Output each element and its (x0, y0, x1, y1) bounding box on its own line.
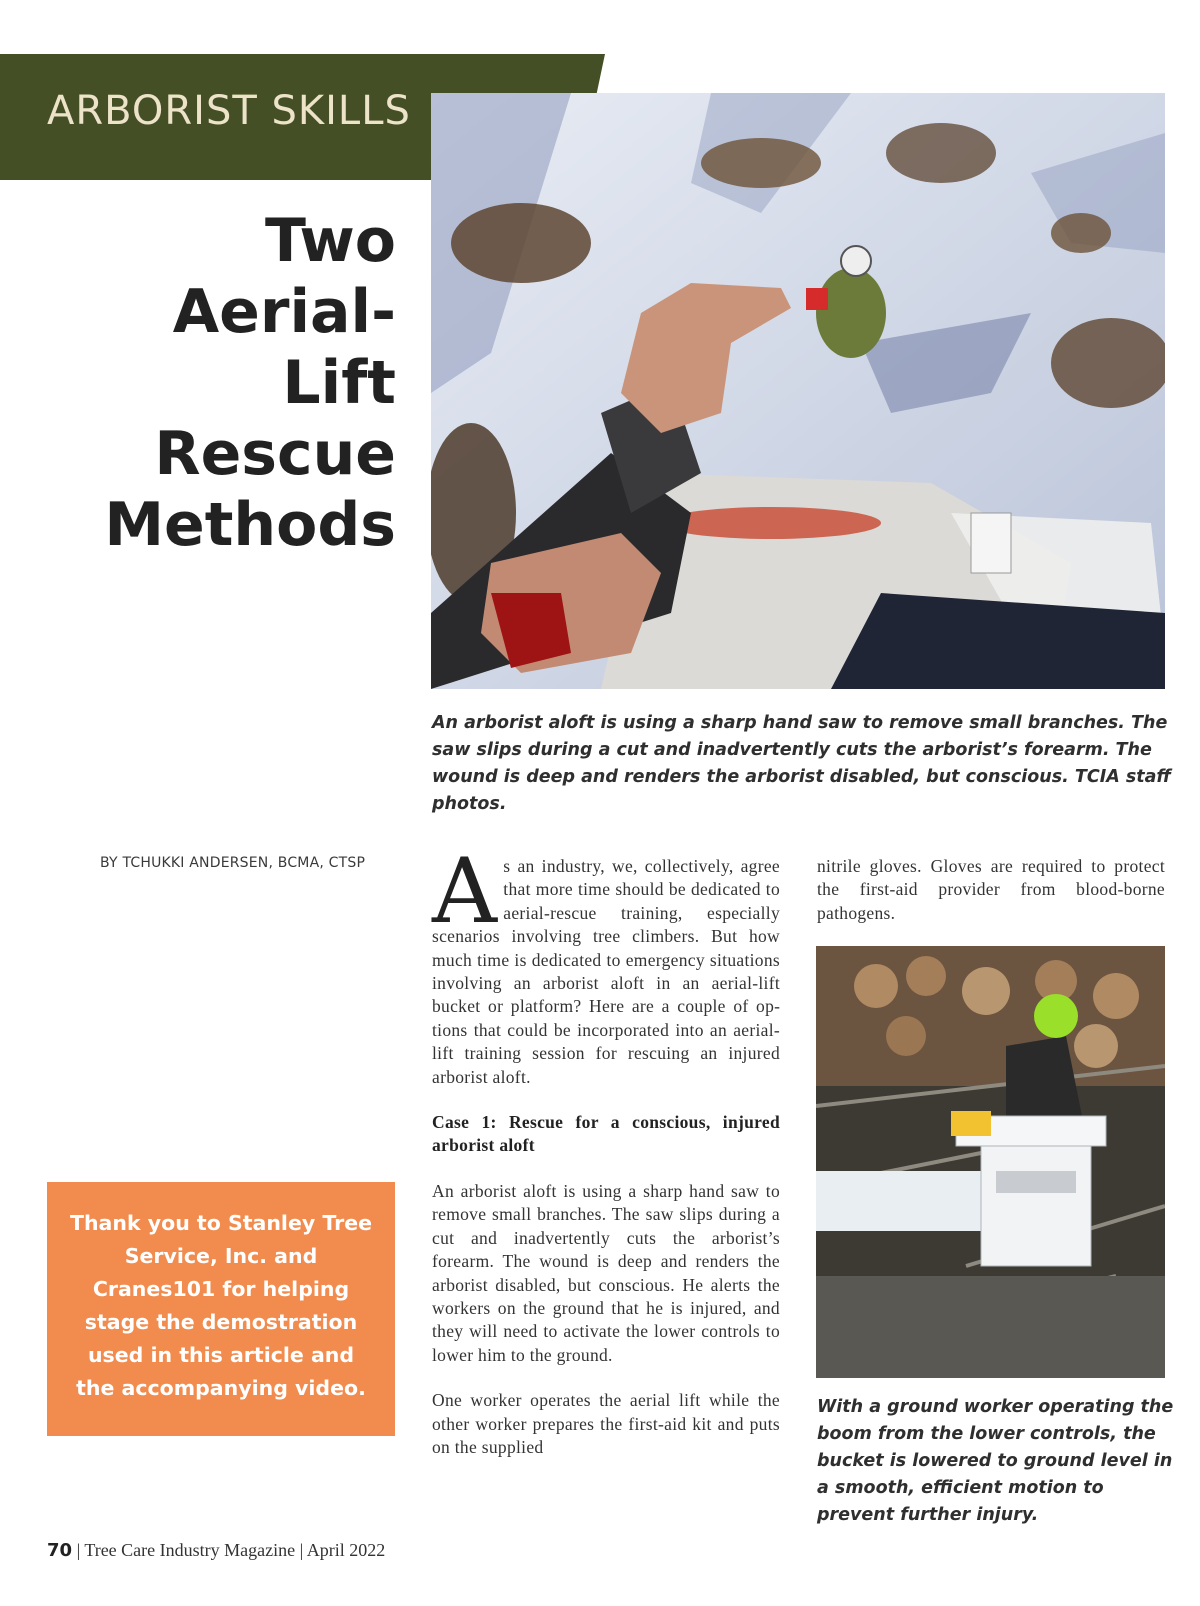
publication-info: | Tree Care Industry Magazine | April 2022 (72, 1540, 386, 1560)
title-line-2: Lift Rescue (154, 348, 396, 489)
title-line-3: Methods (104, 490, 396, 560)
main-photo (431, 93, 1165, 689)
drop-cap: A (432, 839, 498, 944)
acknowledgement-callout (47, 1182, 395, 1436)
body-paragraph-2: An arborist aloft is using a sharp hand saw to remove small branches. The saw slips during a cut and inadvertently cuts the arborist’s forearm. The wound is deep and renders the arborist disabled, but conscious. He alerts the workers on the ground that he is injured, and they will need to activate the lower controls to lower him to the ground. (432, 1180, 780, 1365)
side-photo (816, 946, 1165, 1378)
body-paragraph-4: nitrile gloves. Gloves are required to protect the first-aid provider from blood-borne pathogens. (817, 856, 1165, 923)
byline: BY TCHUKKI ANDERSEN, BCMA, CTSP (100, 855, 366, 871)
page-footer (47, 1540, 385, 1561)
side-photo-illustration (816, 946, 1165, 1378)
title-line-1: Two Aerial- (172, 206, 396, 347)
section-label: ARBORIST SKILLS (47, 88, 411, 134)
article-title (30, 206, 396, 561)
main-photo-illustration (431, 93, 1165, 689)
side-photo-caption: With a ground worker operating the boom from the lower controls, the bucket is lowered to ground level in a smooth, efficient motion to prevent further injury. (817, 1397, 1174, 1525)
body-column-1 (432, 839, 780, 1481)
case-1-subhead: Case 1: Rescue for a conscious, injured arborist aloft (432, 1112, 780, 1156)
page-number: 70 (47, 1540, 73, 1561)
callout-text: Thank you to Stanley Tree Service, Inc. and Cranes101 for helping stage the demostration used in this article and the accompanying video. (69, 1211, 373, 1400)
body-paragraph-1 (432, 839, 780, 1089)
body-paragraph-3: One worker operates the aerial lift while the other worker prepares the first-aid kit and puts on the supplied (432, 1390, 780, 1457)
main-photo-caption: An arborist aloft is using a sharp hand saw to remove small branches. The saw slips during a cut and inadvertently cuts the arborist’s forearm. The wound is deep and renders the arborist disabled, but conscious. TCIA staff photos. (432, 713, 1171, 814)
body-column-2 (817, 855, 1165, 947)
body-paragraph-1-text: s an industry, we, collectively, agree that more time should be dedicated to aerial-rescue training, especially scenarios involving tree climbers. But how much time is dedicated to emergency situations involving an arborist aloft in an aerial-lift bucket or platform? Here are a couple of options that could be incorporated into an aerial-lift training session for rescuing an injured arborist aloft. (432, 856, 780, 1087)
